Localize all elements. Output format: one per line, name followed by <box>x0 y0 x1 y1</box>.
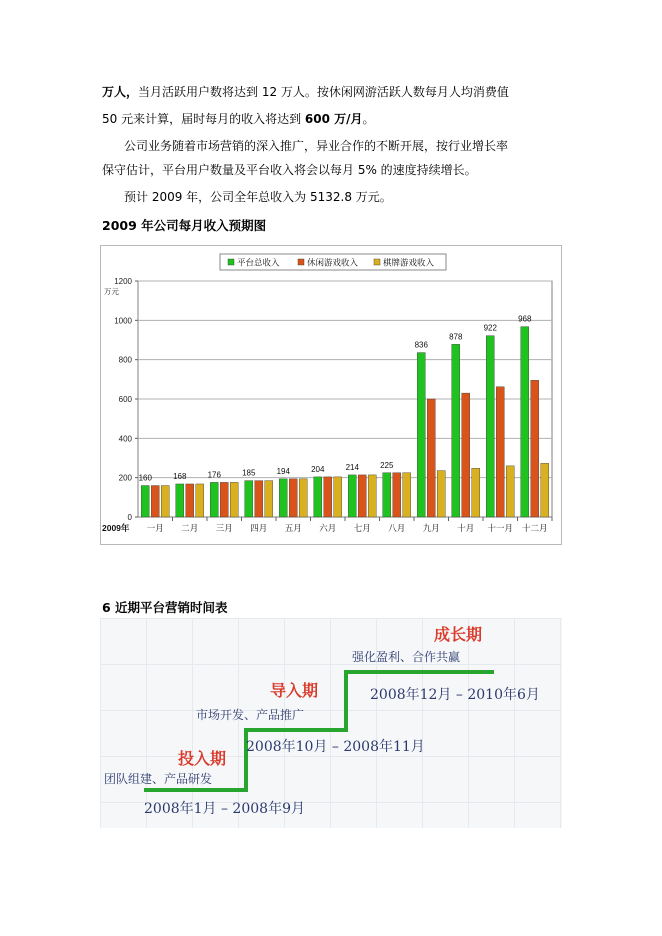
x-tick-label: 二月 <box>181 523 199 533</box>
y-tick-label: 200 <box>118 473 132 483</box>
stage-3-title: 成长期 <box>434 625 483 644</box>
y-tick-label: 800 <box>118 355 132 365</box>
x-tick-label: 五月 <box>284 523 302 533</box>
bar-3-6 <box>334 477 342 517</box>
bar-1-8 <box>383 473 391 517</box>
legend-label-1: 平台总收入 <box>237 257 280 268</box>
timeline-step-3-line <box>344 670 494 674</box>
paragraph-2-start: 50 元来计算，届时每月的收入将达到 <box>102 112 305 126</box>
bar-2-11 <box>496 387 504 517</box>
bar-2-2 <box>186 484 194 517</box>
data-label: 204 <box>311 464 325 474</box>
bar-1-2 <box>176 484 184 517</box>
stage-3-description: 强化盈利、合作共赢 <box>352 650 461 664</box>
bar-3-1 <box>161 486 169 517</box>
data-label: 168 <box>173 471 187 481</box>
data-label: 225 <box>380 460 394 470</box>
bar-3-2 <box>196 484 204 517</box>
legend-swatch-3 <box>374 259 380 265</box>
bar-1-10 <box>452 344 460 517</box>
bar-3-8 <box>403 473 411 517</box>
bar-2-7 <box>358 475 366 517</box>
y-tick-label: 400 <box>118 434 132 444</box>
bar-3-11 <box>506 466 514 517</box>
bar-2-9 <box>427 399 435 517</box>
bar-2-1 <box>151 486 159 517</box>
paragraph-1-bold: 万人， <box>102 85 139 99</box>
data-label: 968 <box>518 314 532 324</box>
paragraph-2-end: 。 <box>362 112 375 126</box>
x-tick-label: 一月 <box>146 523 164 533</box>
y-tick-label: 1000 <box>114 316 132 326</box>
bar-1-4 <box>245 481 253 517</box>
bar-1-11 <box>486 336 494 517</box>
paragraph-4: 保守估计，平台用户数量及平台收入将会以每月 5% 的速度持续增长。 <box>102 163 477 177</box>
timeline-step-2-line <box>244 728 348 732</box>
x-tick-label: 六月 <box>319 523 337 533</box>
data-label: 836 <box>414 340 428 350</box>
revenue-chart <box>100 245 562 545</box>
bar-2-8 <box>393 473 401 517</box>
bar-3-3 <box>230 482 238 517</box>
chart-heading: 2009 年公司每月收入预期图 <box>102 218 267 233</box>
y-tick-label: 0 <box>127 513 132 522</box>
bar-3-4 <box>265 481 273 517</box>
x-tick-label: 四月 <box>250 523 268 533</box>
paragraph-1 <box>102 84 509 100</box>
bar-2-3 <box>220 482 228 517</box>
paragraph-2 <box>102 111 375 127</box>
x-tick-label: 十二月 <box>521 523 548 533</box>
bar-1-9 <box>417 353 425 517</box>
bar-1-5 <box>279 479 287 517</box>
stage-2-title: 导入期 <box>270 681 319 700</box>
bar-1-7 <box>348 475 356 517</box>
data-label: 194 <box>276 466 290 476</box>
bar-1-12 <box>521 327 529 517</box>
data-label: 214 <box>345 462 359 472</box>
x-tick-label: 九月 <box>422 523 440 533</box>
stage-1-title: 投入期 <box>178 749 227 768</box>
revenue-chart-svg <box>100 245 562 545</box>
marketing-timeline <box>100 618 562 828</box>
x-tick-label: 十月 <box>457 523 475 533</box>
bar-1-3 <box>210 482 218 517</box>
paragraph-2-bold: 600 万/月 <box>304 112 363 126</box>
stage-2-date: 2008年10月 – 2008年11月 <box>246 739 425 755</box>
paragraph-5: 预计 2009 年，公司全年总收入为 5132.8 万元。 <box>124 190 392 204</box>
timeline-heading: 6 近期平台营销时间表 <box>102 600 228 615</box>
x-tick-label: 八月 <box>388 523 406 533</box>
bar-3-9 <box>437 471 445 517</box>
data-label: 922 <box>483 323 497 333</box>
bar-2-12 <box>531 380 539 517</box>
bar-2-6 <box>324 477 332 517</box>
legend-swatch-1 <box>228 259 234 265</box>
bar-3-10 <box>472 468 480 517</box>
stage-2-description: 市场开发、产品推广 <box>196 708 305 722</box>
y-tick-label: 600 <box>118 395 132 404</box>
bar-1-6 <box>314 477 322 517</box>
x-tick-label: 三月 <box>215 523 233 533</box>
bar-2-5 <box>289 479 297 517</box>
data-label: 176 <box>207 470 221 480</box>
bar-1-1 <box>141 486 149 517</box>
data-label: 160 <box>138 473 152 483</box>
data-label: 185 <box>242 468 256 478</box>
x-tick-label: 七月 <box>353 523 371 533</box>
bar-3-12 <box>541 463 549 517</box>
bar-3-7 <box>368 475 376 517</box>
bar-3-5 <box>299 479 307 517</box>
bar-2-10 <box>462 393 470 517</box>
legend-label-2: 休闲游戏收入 <box>307 257 359 268</box>
x-axis-year-label: 2009年 <box>102 523 130 533</box>
legend-label-3: 棋牌游戏收入 <box>383 257 435 268</box>
stage-1-date: 2008年1月 – 2008年9月 <box>144 801 305 817</box>
data-label: 878 <box>449 332 463 342</box>
stage-3-date: 2008年12月 – 2010年6月 <box>370 687 540 703</box>
y-tick-label: 1200 <box>114 277 132 286</box>
stage-1-description: 团队组建、产品研发 <box>104 772 213 786</box>
legend-swatch-2 <box>298 259 304 265</box>
y-axis-label: 万元 <box>104 287 119 296</box>
paragraph-3: 公司业务随着市场营销的深入推广，异业合作的不断开展，按行业增长率 <box>124 139 509 153</box>
x-tick-label: 十一月 <box>487 523 514 533</box>
timeline-step-1-line <box>144 788 248 792</box>
paragraph-1-text: 当月活跃用户数将达到 12 万人。按休闲网游活跃人数每月人均消费值 <box>138 85 509 99</box>
timeline-grid-background <box>100 618 562 828</box>
timeline-riser-2 <box>344 670 348 732</box>
bar-2-4 <box>255 481 263 517</box>
